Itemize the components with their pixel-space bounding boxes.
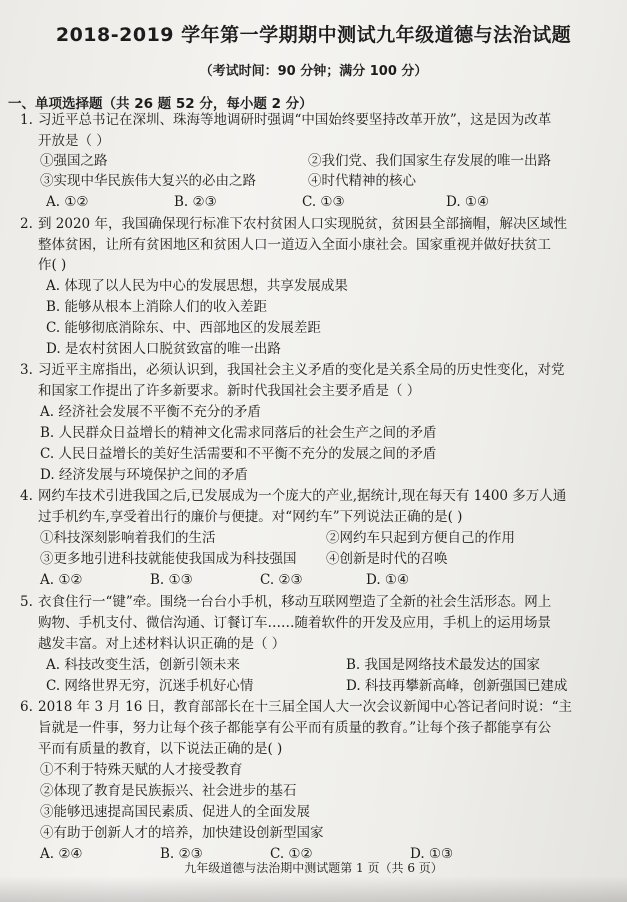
question-stem-line: 整体贫困，让所有贫困地区和贫困人口一道迈入全面小康社会。国家重视并做好扶贫工: [38, 237, 551, 253]
question-number: 3.: [20, 362, 33, 378]
question-stem-line: 购物、手机支付、微信沟通、订餐订车……随着软件的开发及应用，手机上的运用场景: [38, 615, 551, 631]
option-a: A. ①②: [46, 194, 89, 210]
statement: ①强国之路: [40, 153, 108, 169]
option-d: D. ①③: [410, 846, 454, 862]
question-stem-line: 2018 年 3 月 16 日，教育部部长在十三届全国人大一次会议新闻中心答记者问时说：“主: [38, 699, 572, 715]
question-number: 2.: [20, 216, 33, 232]
question-stem-line: 网约车技术引进我国之后,已发展成为一个庞大的产业,据统计,现在每天有 1400 多万人通: [38, 488, 567, 504]
option-b: B. 我国是网络技术最发达的国家: [346, 657, 541, 673]
statement: ④有助于创新人才的培养，加快建设创新型国家: [40, 825, 324, 841]
option-c: C. ①③: [302, 194, 345, 210]
question-stem-line: 开放是（ ）: [38, 133, 110, 149]
option-a: A. 经济社会发展不平衡不充分的矛盾: [40, 404, 261, 420]
option-d: D. 是农村贫困人口脱贫致富的唯一出路: [46, 341, 281, 357]
question-stem-line: 习近平总书记在深圳、珠海等地调研时强调“中国始终要坚持改革开放”，这是因为改革: [38, 112, 552, 128]
question-number: 5.: [20, 594, 33, 610]
question-stem-line: 到 2020 年，我国确保现行标准下农村贫困人口实现脱贫，贫困县全部摘帽，解决区域性: [38, 216, 567, 232]
question-stem-line: 作( ): [38, 257, 67, 273]
statement: ①不利于特殊天赋的人才接受教育: [40, 762, 243, 778]
option-c: C. ①②: [270, 846, 313, 862]
option-d: D. 经济发展与环境保护之间的矛盾: [40, 467, 248, 483]
page-shadow: [0, 876, 627, 902]
option-c: C. 网络世界无穷，沉迷手机好心情: [46, 678, 254, 694]
statement: ④时代精神的核心: [308, 173, 416, 189]
section-heading: 一、单项选择题（共 26 题 52 分，每小题 2 分）: [8, 96, 313, 112]
statement: ③实现中华民族伟大复兴的必由之路: [40, 173, 256, 189]
option-d: D. ①④: [366, 572, 410, 588]
option-a: A. ②④: [40, 846, 83, 862]
option-d: D. ①④: [446, 194, 490, 210]
option-a: A. ①②: [40, 572, 83, 588]
option-d: D. 科技再攀新高峰，创新强国已建成: [346, 678, 568, 694]
option-c: C. 能够彻底消除东、中、西部地区的发展差距: [46, 320, 321, 336]
question-number: 4.: [20, 488, 33, 504]
option-b: B. 人民群众日益增长的精神文化需求同落后的社会生产之间的矛盾: [40, 425, 437, 441]
exam-title: 2018-2019 学年第一学期期中测试九年级道德与法治试题: [55, 24, 572, 46]
option-b: B. 能够从根本上消除人们的收入差距: [46, 299, 268, 315]
question-stem-line: 过手机约车,享受着出行的廉价与便捷。对“网约车”下列说法正确的是( ): [38, 509, 463, 525]
question-stem-line: 旨就是一件事，努力让每个孩子都能享有公平而有质量的教育。”让每个孩子都能享有公: [38, 720, 552, 736]
option-c: C. ②③: [260, 572, 303, 588]
exam-subtitle: （考试时间：90 分钟；满分 100 分）: [199, 64, 428, 79]
option-a: A. 体现了以人民为中心的发展思想，共享发展成果: [46, 278, 348, 294]
question-stem-line: 和国家工作提出了许多新要求。新时代我国社会主要矛盾是（ ）: [38, 383, 421, 399]
question-number: 1.: [20, 112, 33, 128]
option-c: C. 人民日益增长的美好生活需要和不平衡不充分的发展之间的矛盾: [40, 446, 437, 462]
statement: ③更多地引进科技就能使我国成为科技强国: [40, 551, 297, 567]
statement: ④创新是时代的召唤: [326, 551, 448, 567]
question-number: 6.: [20, 699, 33, 715]
statement: ①科技深刻影响着我们的生活: [40, 530, 216, 546]
option-b: B. ②③: [174, 194, 217, 210]
option-b: B. ②③: [160, 846, 203, 862]
option-b: B. ①③: [150, 572, 193, 588]
statement: ②我们党、我们国家生存发展的唯一出路: [308, 153, 551, 169]
question-stem-line: 习近平主席指出，必须认识到，我国社会主义矛盾的变化是关系全局的历史性变化，对党: [38, 362, 565, 378]
statement: ②网约车只起到方便自己的作用: [326, 530, 515, 546]
question-stem-line: 平而有质量的教育，以下说法正确的是( ): [38, 741, 283, 757]
option-a: A. 科技改变生活，创新引领未来: [46, 657, 240, 673]
question-stem-line: 越发丰富。对上述材料认识正确的是（ ）: [38, 636, 286, 652]
page-footer: 九年级道德与法治期中测试题第 1 页（共 6 页）: [184, 861, 443, 875]
statement: ②体现了教育是民族振兴、社会进步的基石: [40, 783, 297, 799]
question-stem-line: 衣食住行一“键”牵。围绕一台台小手机，移动互联网塑造了全新的社会生活形态。网上: [38, 594, 552, 610]
statement: ③能够迅速提高国民素质、促进人的全面发展: [40, 804, 310, 820]
